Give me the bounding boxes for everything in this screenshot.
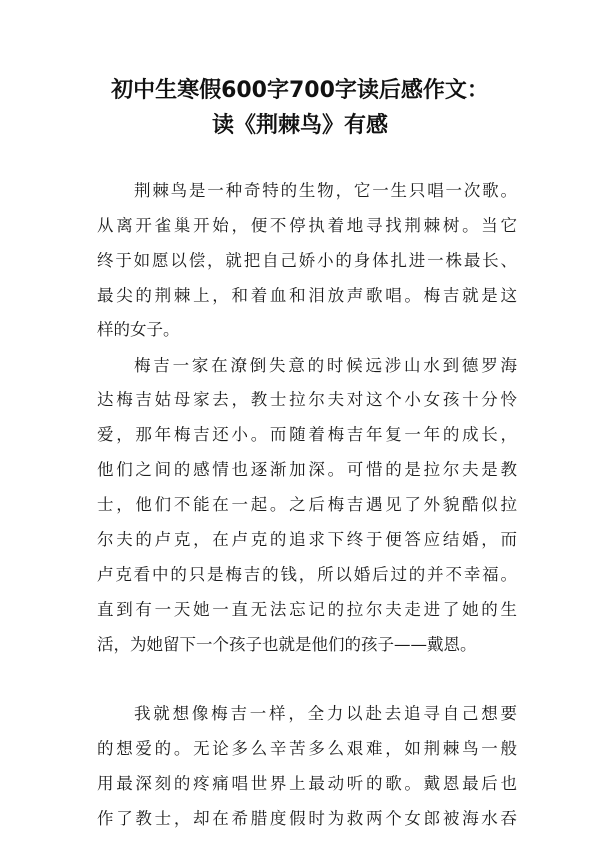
paragraph-2-line-6: 尔夫的卢克，在卢克的追求下终于便答应结婚，而: [97, 530, 517, 549]
paragraph-2-line-2: 达梅吉姑母家去，教士拉尔夫对这个小女孩十分怜: [97, 390, 517, 409]
paragraph-1-line-1: 荆棘鸟是一种奇特的生物，它一生只唱一次歌。: [134, 181, 517, 200]
paragraph-2-line-4: 他们之间的感情也逐渐加深。可惜的是拉尔夫是教: [97, 460, 517, 479]
paragraph-2-line-8: 直到有一天她一直无法忘记的拉尔夫走进了她的生: [97, 600, 517, 619]
document-title-line-2: 读《荆棘鸟》有感: [211, 113, 388, 138]
paragraph-1-line-5: 样的女子。: [97, 320, 180, 339]
paragraph-1-line-2: 从离开雀巢开始，便不停执着地寻找荆棘树。当它: [97, 216, 517, 235]
paragraph-2-line-9: 活，为她留下一个孩子也就是他们的孩子——戴恩。: [97, 635, 477, 654]
paragraph-1-line-3: 终于如愿以偿，就把自己娇小的身体扎进一株最长、: [97, 251, 517, 270]
paragraph-2-line-3: 爱，那年梅吉还小。而随着梅吉年复一年的成长，: [97, 425, 517, 444]
paragraph-2-line-1: 梅吉一家在潦倒失意的时候远涉山水到德罗海: [134, 356, 517, 375]
paragraph-1-line-4: 最尖的荆棘上，和着血和泪放声歌唱。梅吉就是这: [97, 286, 517, 305]
paragraph-3-line-1: 我就想像梅吉一样，全力以赴去追寻自己想要: [134, 704, 517, 723]
paragraph-3-line-2: 的想爱的。无论多么辛苦多么艰难，如荆棘鸟一般: [97, 739, 517, 758]
paragraph-3-line-4: 作了教士，却在希腊度假时为救两个女郎被海水吞: [97, 809, 517, 828]
document-title-line-1: 初中生寒假600字700字读后感作文：: [111, 78, 489, 103]
paragraph-2-line-7: 卢克看中的只是梅吉的钱，所以婚后过的并不幸福。: [97, 565, 517, 584]
paragraph-3-line-3: 用最深刻的疼痛唱世界上最动听的歌。戴恩最后也: [97, 774, 517, 793]
paragraph-2-line-5: 士，他们不能在一起。之后梅吉遇见了外貌酷似拉: [97, 495, 517, 514]
